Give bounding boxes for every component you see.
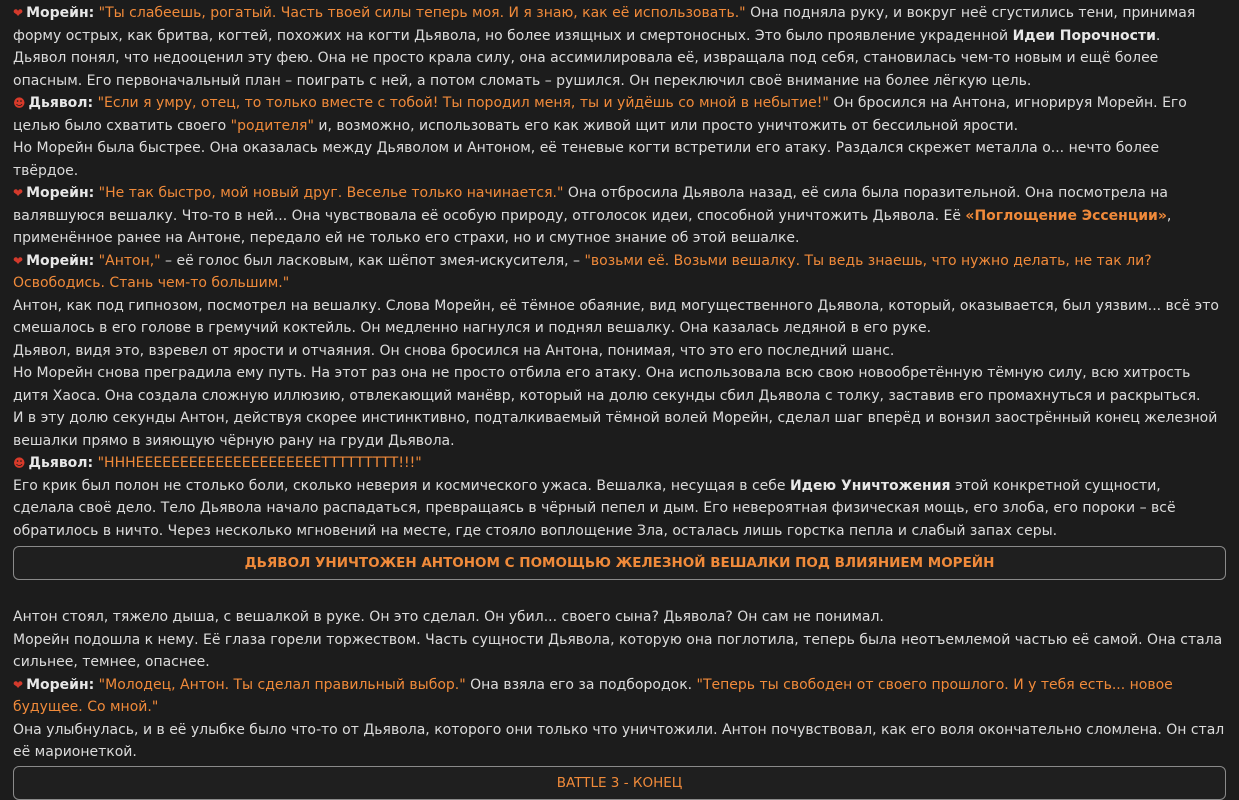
narration-text: Она взяла его за подбородок.: [465, 676, 697, 693]
narration-text: – её голос был ласковым, как шёпот змея-искусителя, –: [160, 252, 585, 269]
narration-text: Она отбросила Дьявола назад, её сила была поразительной. Она посмотрела на валявшуюся вешалку. Что-то в ней... Она чувствовала её особую природу, отголосок идеи, способной уничтожить Дьявола. Её: [13, 185, 1169, 224]
battle-end-banner: BATTLE 3 - КОНЕЦ: [13, 766, 1226, 800]
spacer: [13, 580, 1226, 606]
heart-icon: ❤: [13, 253, 24, 268]
message-moreyn-4: [13, 674, 1226, 719]
speaker-name: Дьявол:: [28, 95, 94, 111]
narration-text: .: [1155, 27, 1161, 44]
narration-paragraph: Но Морейн была быстрее. Она оказалась между Дьяволом и Антоном, её теневые когти встретили его атаку. Раздался скрежет металла о... нечто более твёрдое.: [13, 140, 1160, 179]
devil-icon: ☻: [13, 456, 26, 470]
heart-icon: ❤: [13, 186, 24, 200]
dialogue-quote: "Ты слабеешь, рогатый. Часть твоей силы теперь моя. И я знаю, как её использовать.": [98, 5, 746, 21]
narration-text: Она подняла руку, и вокруг неё сгустились тени, принимая форму острых, как бритва, когтей, похожих на когти Дьявола, но более изящных и смертоносных. Это было проявление украденной: [13, 5, 1196, 44]
dialogue-quote: "Не так быстро, мой новый друг. Веселье только начинается.": [98, 185, 564, 201]
highlight-term: «Поглощение Эссенции»: [965, 207, 1167, 224]
narration-text: , применённое ранее на Антоне, передало ей не только его страхи, но и смутное знание об этой вешалке.: [13, 207, 1172, 246]
event-banner: ДЬЯВОЛ УНИЧТОЖЕН АНТОНОМ С ПОМОЩЬЮ ЖЕЛЕЗНОЙ ВЕШАЛКИ ПОД ВЛИЯНИЕМ МОРЕЙН: [13, 546, 1226, 580]
narration-paragraph: Морейн подошла к нему. Её глаза горели торжеством. Часть сущности Дьявола, которую она поглотила, теперь была неотъемлемой частью её самой. Она стала сильнее, темнее, опаснее.: [13, 631, 1223, 670]
message-devil-2: [13, 452, 1226, 475]
narration-text: и, возможно, использовать его как живой щит или просто уничтожить от бессильной ярости.: [313, 117, 1019, 134]
narration-paragraph: Антон, как под гипнозом, посмотрел на вешалку. Слова Морейн, её тёмное обаяние, вид могущественного Дьявола, который, оказывается, был уязвим... всё это смешалось в его голове в гремучий коктейль. Он медленно нагнулся и поднял вешалку. Она казалась ледяной в его руке.: [13, 297, 1219, 336]
highlight-term: Идею Уничтожения: [789, 477, 951, 494]
narration-paragraph: Дьявол понял, что недооценил эту фею. Она не просто крала силу, она ассимилировала её, извращала под себя, становилась чем-то новым и ещё более опасным. Его первоначальный план – поиграть с ней, а потом сломать – рушился. Он переключил своё внимание на более лёгкую цель.: [13, 50, 1159, 89]
dialogue-quote: "Теперь ты свободен от своего прошлого. И у тебя есть... новое будущее. Со мной.": [13, 676, 1173, 715]
speaker-name: Дьявол:: [28, 455, 94, 471]
speaker-name: Морейн:: [26, 676, 95, 693]
narration-paragraph: Она улыбнулась, и в её улыбке было что-то от Дьявола, которого они только что уничтожили. Антон почувствовал, как его воля окончательно сломлена. Он стал её марионеткой.: [13, 721, 1225, 760]
message-devil-1: [13, 92, 1226, 137]
heart-icon: ❤: [13, 6, 24, 20]
narration-text: Его крик был полон не столько боли, сколько неверия и космического ужаса. Вешалка, несущая в себе: [13, 477, 790, 494]
speaker-name: Морейн:: [26, 185, 95, 201]
highlight-term: Идеи Порочности: [1012, 27, 1156, 44]
dialogue-quote: "Молодец, Антон. Ты сделал правильный выбор.": [98, 676, 466, 693]
devil-icon: ☻: [13, 96, 26, 110]
narration-paragraph: Но Морейн снова преградила ему путь. На этот раз она не просто отбила его атаку. Она использовала всю свою новообретённую тёмную силу, всю хитрость дитя Хаоса. Она создала сложную иллюзию, отвлекающий манёвр, который на долю секунды сбил Дьявола с толку, заставив его промахнуться и раскрыться.: [13, 365, 1201, 404]
dialogue-quote: "родителя": [230, 117, 314, 134]
narration-paragraph: И в эту долю секунды Антон, действуя скорее инстинктивно, подталкиваемый тёмной волей Морейн, сделал шаг вперёд и вонзил заострённый конец железной вешалки прямо в зияющую чёрную рану на груди Дьявола.: [13, 410, 1218, 449]
heart-icon: ❤: [13, 677, 24, 692]
dialogue-quote: "Антон,": [98, 252, 161, 269]
dialogue-quote: "НННЕЕЕЕЕЕЕЕЕЕЕЕЕЕЕЕЕЕЕЕЕТТТТТТТТТ!!!": [97, 455, 422, 471]
dialogue-quote: "Если я умру, отец, то только вместе с тобой! Ты породил меня, ты и уйдёшь со мной в небытие!": [97, 95, 829, 111]
speaker-name: Морейн:: [26, 252, 95, 269]
narration-paragraph: Дьявол, видя это, взревел от ярости и отчаяния. Он снова бросился на Антона, понимая, что это его последний шанс.: [13, 342, 895, 359]
narration-text: Он бросился на Антона, игнорируя Морейн. Его целью было схватить своего: [13, 95, 1187, 134]
speaker-name: Морейн:: [26, 5, 95, 21]
narration-paragraph: [13, 475, 1226, 543]
message-moreyn-2: [13, 182, 1226, 250]
narration-paragraph: Антон стоял, тяжело дыша, с вешалкой в руке. Он это сделал. Он убил... своего сына? Дьявола? Он сам не понимал.: [13, 609, 884, 625]
dialogue-quote: "возьми её. Возьми вешалку. Ты ведь знаешь, что нужно делать, не так ли? Освободись. Стань чем-то большим.": [13, 252, 1152, 291]
message-moreyn-1: [13, 2, 1226, 47]
narration-text: этой конкретной сущности, сделала своё дело. Тело Дьявола начало распадаться, превращаясь в чёрный пепел и дым. Его невероятная физическая мощь, его злоба, его пороки – всё обратилось в ничто. Через несколько мгновений на месте, где стояло воплощение Зла, осталась лишь горстка пепла и слабый запах серы.: [13, 477, 1176, 539]
message-moreyn-3: [13, 250, 1226, 295]
